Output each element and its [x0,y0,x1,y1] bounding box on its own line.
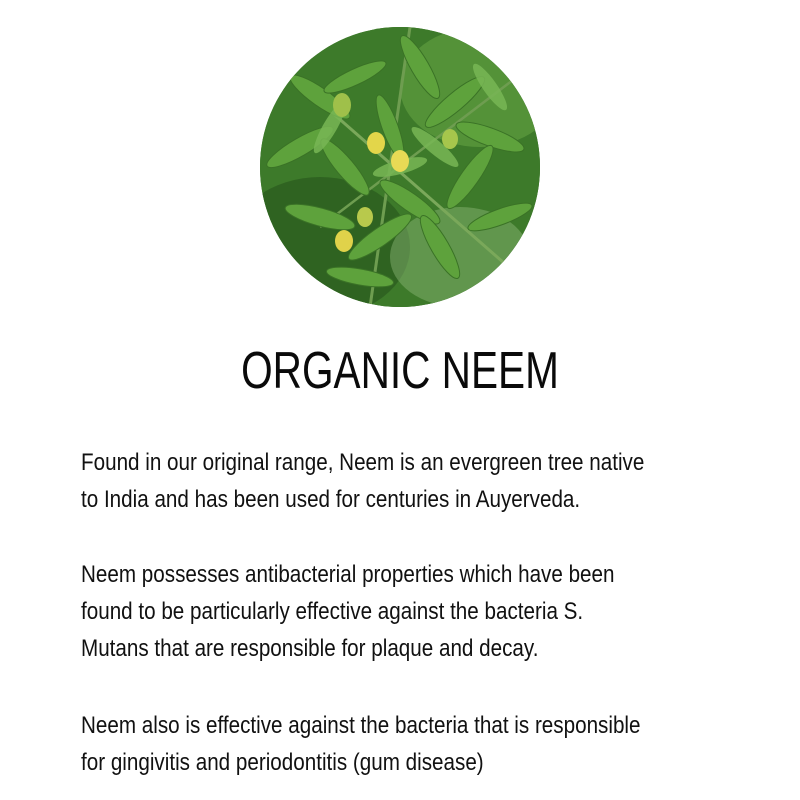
description-paragraph-1 [81,444,683,518]
description-paragraph-3 [81,707,683,781]
paragraph-line: found to be particularly effective against the bacteria S. [81,598,584,625]
paragraph-line: for gingivitis and periodontitis (gum disease) [81,749,484,776]
paragraph-line: Found in our original range, Neem is an evergreen tree native [81,449,645,476]
neem-leaves-image [260,27,540,307]
paragraph-line: Mutans that are responsible for plaque and decay. [81,635,539,662]
description-paragraph-2 [81,556,683,667]
paragraph-line: Neem possesses antibacterial properties which have been [81,561,615,588]
paragraph-line: to India and has been used for centuries in Auyerveda. [81,486,581,513]
page-title: ORGANIC NEEM [241,342,559,400]
paragraph-line: Neem also is effective against the bacteria that is responsible [81,712,641,739]
neem-leaves-illustration [260,27,540,307]
